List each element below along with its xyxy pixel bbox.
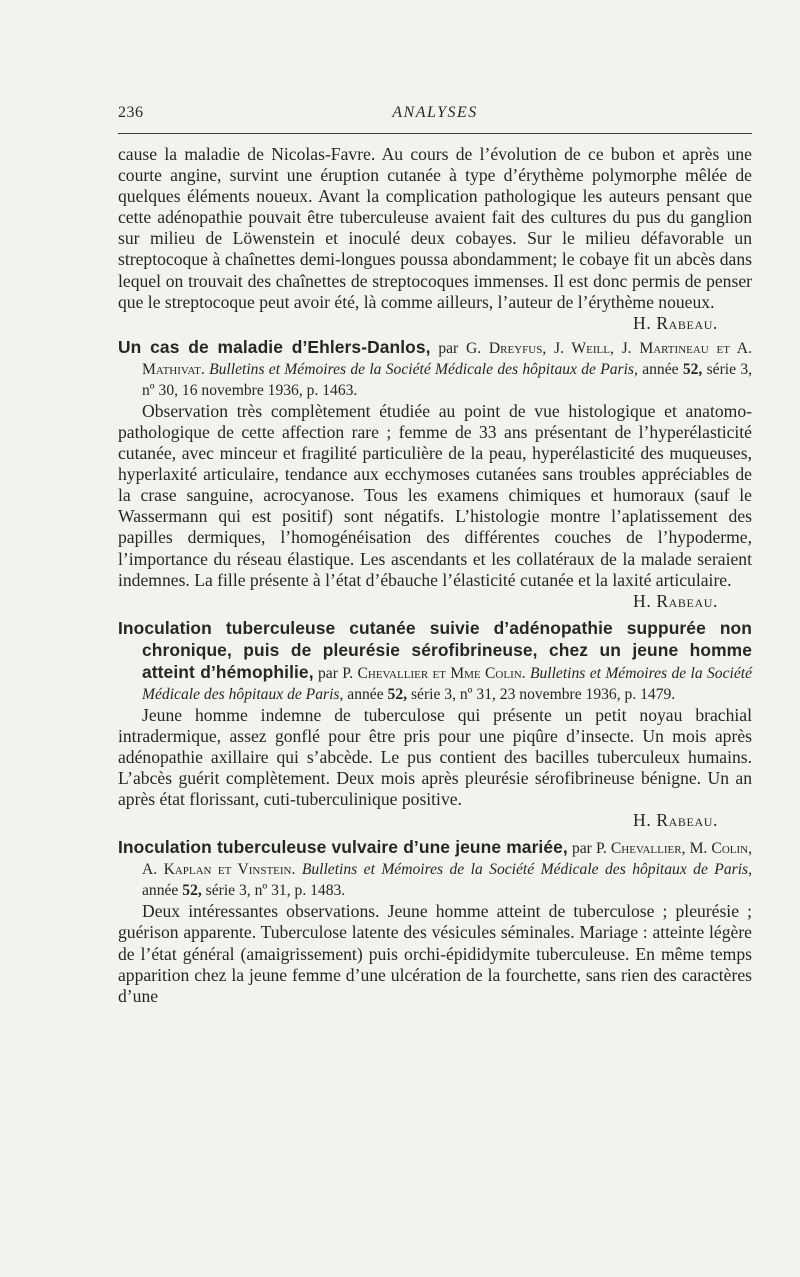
entry-1-citation [118, 337, 752, 401]
entry-3-citation [118, 837, 752, 901]
entry-1-par: par [438, 339, 459, 357]
entry-2-details: série 3, nº 31, 23 novembre 1936, p. 1479. [410, 685, 676, 703]
entry-2-summary: Jeune homme indemne de tuberculose qui présente un petit noyau brachial intradermique, assez gonflé pour être pris pour une piqûre d’insecte. Un mois après adénopathie axillaire qui s’abcède. Le pus contient des bacilles tuberculeux humains. L’abcès guérit complètement. Deux mois après pleurésie sérofibrineuse bénigne. Un an après état florissant, cuti-tuberculinique positive. [118, 704, 752, 810]
entry-3-year: 52, [182, 882, 202, 900]
entry-1-year: 52, [682, 360, 703, 378]
header-rule [118, 133, 752, 134]
entry-2-authors: P. Chevallier et Mme Colin. [342, 664, 526, 682]
entry-3-annee: année [142, 882, 179, 900]
entry-3-par: par [571, 840, 592, 858]
intro-signature: H. Rabeau. [633, 312, 718, 333]
running-header [118, 104, 752, 128]
entry-2-signature: H. Rabeau. [633, 810, 718, 831]
entry-3-details: série 3, nº 31, p. 1483. [205, 882, 346, 900]
entry-2-title: Inoculation tuberculeuse cutanée suivie d’adénopathie suppurée non chronique, puis de pleurésie sérofibrineuse, chez un jeune homme atteint d’hémophilie, [118, 617, 752, 682]
entry-1-annee: année [642, 360, 679, 378]
entry-3-journal: Bulletins et Mémoires de la Société Médicale des hôpitaux de Paris, [301, 861, 752, 879]
entry-1-title: Un cas de maladie d’Ehlers-Danlos, [118, 336, 431, 357]
entry-1-summary: Observation très complètement étudiée au point de vue histologique et anatomo-pathologique de cette affection rare ; femme de 33 ans présentant de l’hyperélasticité cutanée, avec minceur et fragilité particulière de la peau, hyperélasticité des muqueuses, hyperlaxité articulaire, tendance aux ecchymoses cutanées sans troubles appréciables de la crase sanguine, acrocyanose. Tous les examens chimiques et humoraux (sauf le Wassermann qui est positif) sont négatifs. L’histologie montre l’aplatissement des papilles dermiques, l’homogénéisation des différentes couches de l’hypoderme, l’importance du réseau élastique. Les ascendants et les collatéraux de la malade seraient indemnes. La fille présente à l’état d’ébauche l’élasticité cutanée et la laxité articulaire. [118, 400, 752, 590]
entry-2-journal: Bulletins et Mémoires de la Société Médicale des hôpitaux de Paris, [142, 664, 753, 703]
entry-3-title: Inoculation tuberculeuse vulvaire d’une jeune mariée, [118, 837, 568, 858]
entry-1-signature: H. Rabeau. [633, 590, 718, 611]
entry-2-year: 52, [387, 685, 408, 703]
intro-paragraph: cause la maladie de Nicolas-Favre. Au cours de l’évolution de ce bubon et après une courte angine, survint une éruption cutanée à type d’érythème polymorphe mêlée de quelques éléments noueux. Avant la complication pathologique les auteurs pensant que cette adénopathie pouvait être tuberculeuse avaient fait des cultures du pus du ganglion sur milieu de Löwenstein et inoculé deux cobayes. Sur le milieu défavorable un streptocoque à chaînettes demi-longues poussa abondamment; le cobaye fit un abcès dans lequel on trouvait des chaînettes de streptocoques immenses. Il est donc permis de penser que le streptocoque peut avoir été, là comme ailleurs, l’auteur de l’érythème noueux. [118, 144, 752, 312]
entry-1-journal: Bulletins et Mémoires de la Société Médicale des hôpitaux de Paris, [209, 360, 638, 378]
running-title: ANALYSES [392, 104, 478, 121]
entry-2-annee: année [347, 685, 384, 703]
entry-3-summary: Deux intéressantes observations. Jeune homme atteint de tuberculose ; pleurésie ; guérison apparente. Tuberculose latente des vésicules séminales. Mariage : atteinte légère de l’état général (amaigrissement) puis orchi-épididymite tuberculeuse. En même temps apparition chez la jeune femme d’une ulcération de la fourchette, sans rien des caractères d’une [118, 901, 752, 1006]
entry-1-authors: G. Dreyfus, J. Weill, J. Martineau et A. Mathivat. [142, 339, 752, 378]
entry-2-par: par [318, 664, 338, 682]
body-text [118, 144, 752, 1007]
page-number: 236 [118, 104, 144, 121]
entry-1-details: série 3, nº 30, 16 novembre 1936, p. 1463. [142, 360, 753, 399]
entry-2-citation [118, 618, 752, 705]
entry-3-authors: P. Chevallier, M. Colin, A. Kaplan et Vinstein. [142, 840, 752, 879]
